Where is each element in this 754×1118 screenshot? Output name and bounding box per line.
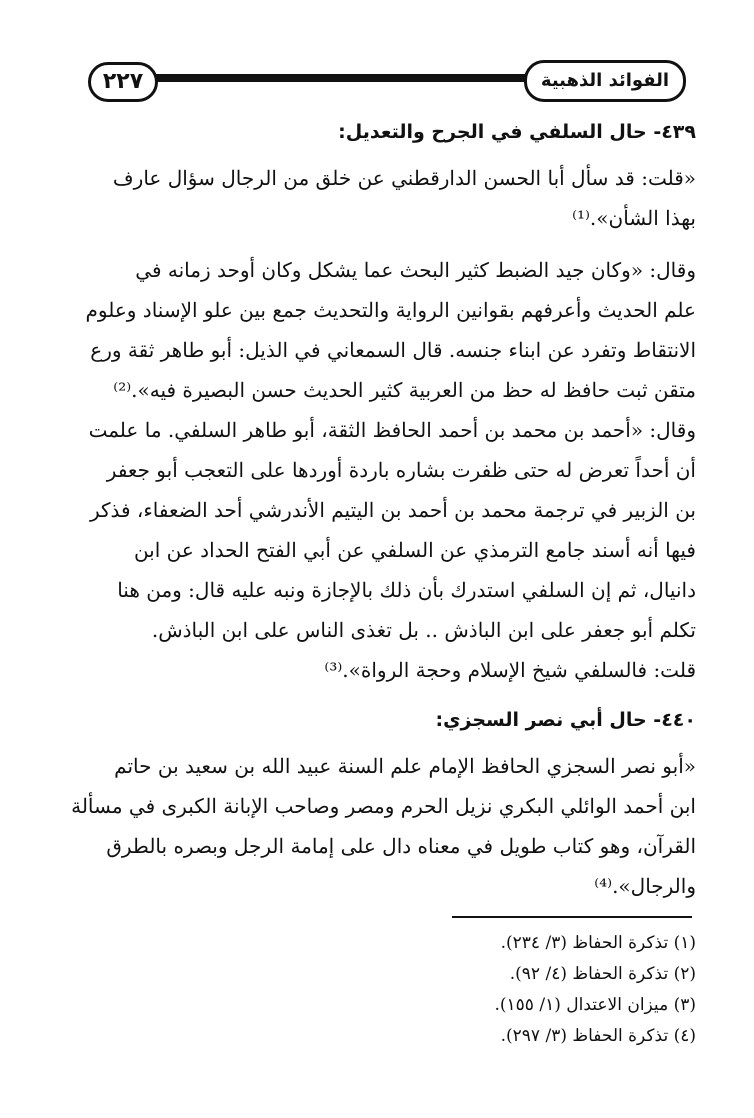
section-440-body	[58, 746, 696, 906]
text-line: القرآن، وهو كتاب طويل في معناه دال على إمامة الرجل وبصره بالطرق	[106, 834, 696, 858]
section-439-para2	[58, 250, 696, 410]
text-line: أن أحداً تعرض له حتى ظفرت بشاره باردة أوردها على التعجب أبو جعفر	[106, 458, 696, 482]
text-line: علم الحديث وأعرفهم بقوانين الرواية والتحديث جمع بين علو الإسناد وعلوم	[85, 298, 696, 322]
text-line: «أبو نصر السجزي الحافظ الإمام علم السنة عبيد الله بن سعيد بن حاتم	[114, 754, 696, 778]
section-heading: ٤٤٠- حال أبي نصر السجزي:	[435, 709, 696, 731]
text-line: وقال: «وكان جيد الضبط كثير البحث عما يشكل وكان أوحد زمانه في	[135, 258, 696, 282]
section-heading: ٤٣٩- حال السلفي في الجرح والتعديل:	[338, 121, 696, 143]
text-line: قلت: فالسلفي شيخ الإسلام وحجة الرواة».⁽³⁾	[324, 658, 696, 682]
text-line: دانيال، ثم إن السلفي استدرك بأن ذلك بالإجازة ونبه عليه قال: ومن هنا	[117, 578, 696, 602]
text-line: تكلم أبو جعفر على ابن الباذش .. بل تغذى الناس على ابن الباذش.	[151, 618, 696, 642]
text-line: ابن أحمد الوائلي البكري نزيل الحرم ومصر وصاحب الإبانة الكبرى في مسألة	[71, 794, 696, 818]
section-439-para3	[58, 410, 696, 690]
page-number: ٢٢٧	[88, 62, 158, 102]
footnote: (١) تذكرة الحفاظ (٣/ ٢٣٤).	[500, 933, 696, 953]
text-line: وقال: «أحمد بن محمد بن أحمد الحافظ الثقة، أبو طاهر السلفي. ما علمت	[88, 418, 696, 442]
footnote: (٣) ميزان الاعتدال (١/ ١٥٥).	[494, 995, 696, 1015]
text-line: بهذا الشأن».⁽¹⁾	[572, 206, 696, 230]
text-line: متقن ثبت حافظ له حظ من العربية كثير الحديث حسن البصيرة فيه».⁽²⁾	[113, 378, 696, 402]
footnote: (٢) تذكرة الحفاظ (٤/ ٩٢).	[509, 964, 696, 984]
footnote: (٤) تذكرة الحفاظ (٣/ ٢٩٧).	[500, 1026, 696, 1046]
footnotes	[56, 928, 696, 1052]
header-rule	[138, 74, 536, 82]
running-header	[88, 60, 686, 100]
text-line: الانتقاط وتفرد عن ابناء جنسه. قال السمعاني في الذيل: أبو طاهر ثقة ورع	[90, 338, 696, 362]
text-line: والرجال».⁽⁴⁾	[594, 874, 696, 898]
text-line: بن الزبير في ترجمة محمد بن أحمد بن اليتيم الأندرشي أحد الضعفاء، فذكر	[89, 498, 696, 522]
text-line: فيها أنه أسند جامع الترمذي عن السلفي عن أبي الفتح الحداد عن ابن	[133, 538, 696, 562]
footnote-separator	[452, 916, 692, 918]
text-line: «قلت: قد سأل أبا الحسن الدارقطني عن خلق من الرجال سؤال عارف	[112, 166, 696, 190]
book-title: الفوائد الذهبية	[524, 60, 686, 102]
section-439	[58, 112, 696, 152]
section-439-body	[58, 158, 696, 238]
section-440	[58, 700, 696, 740]
